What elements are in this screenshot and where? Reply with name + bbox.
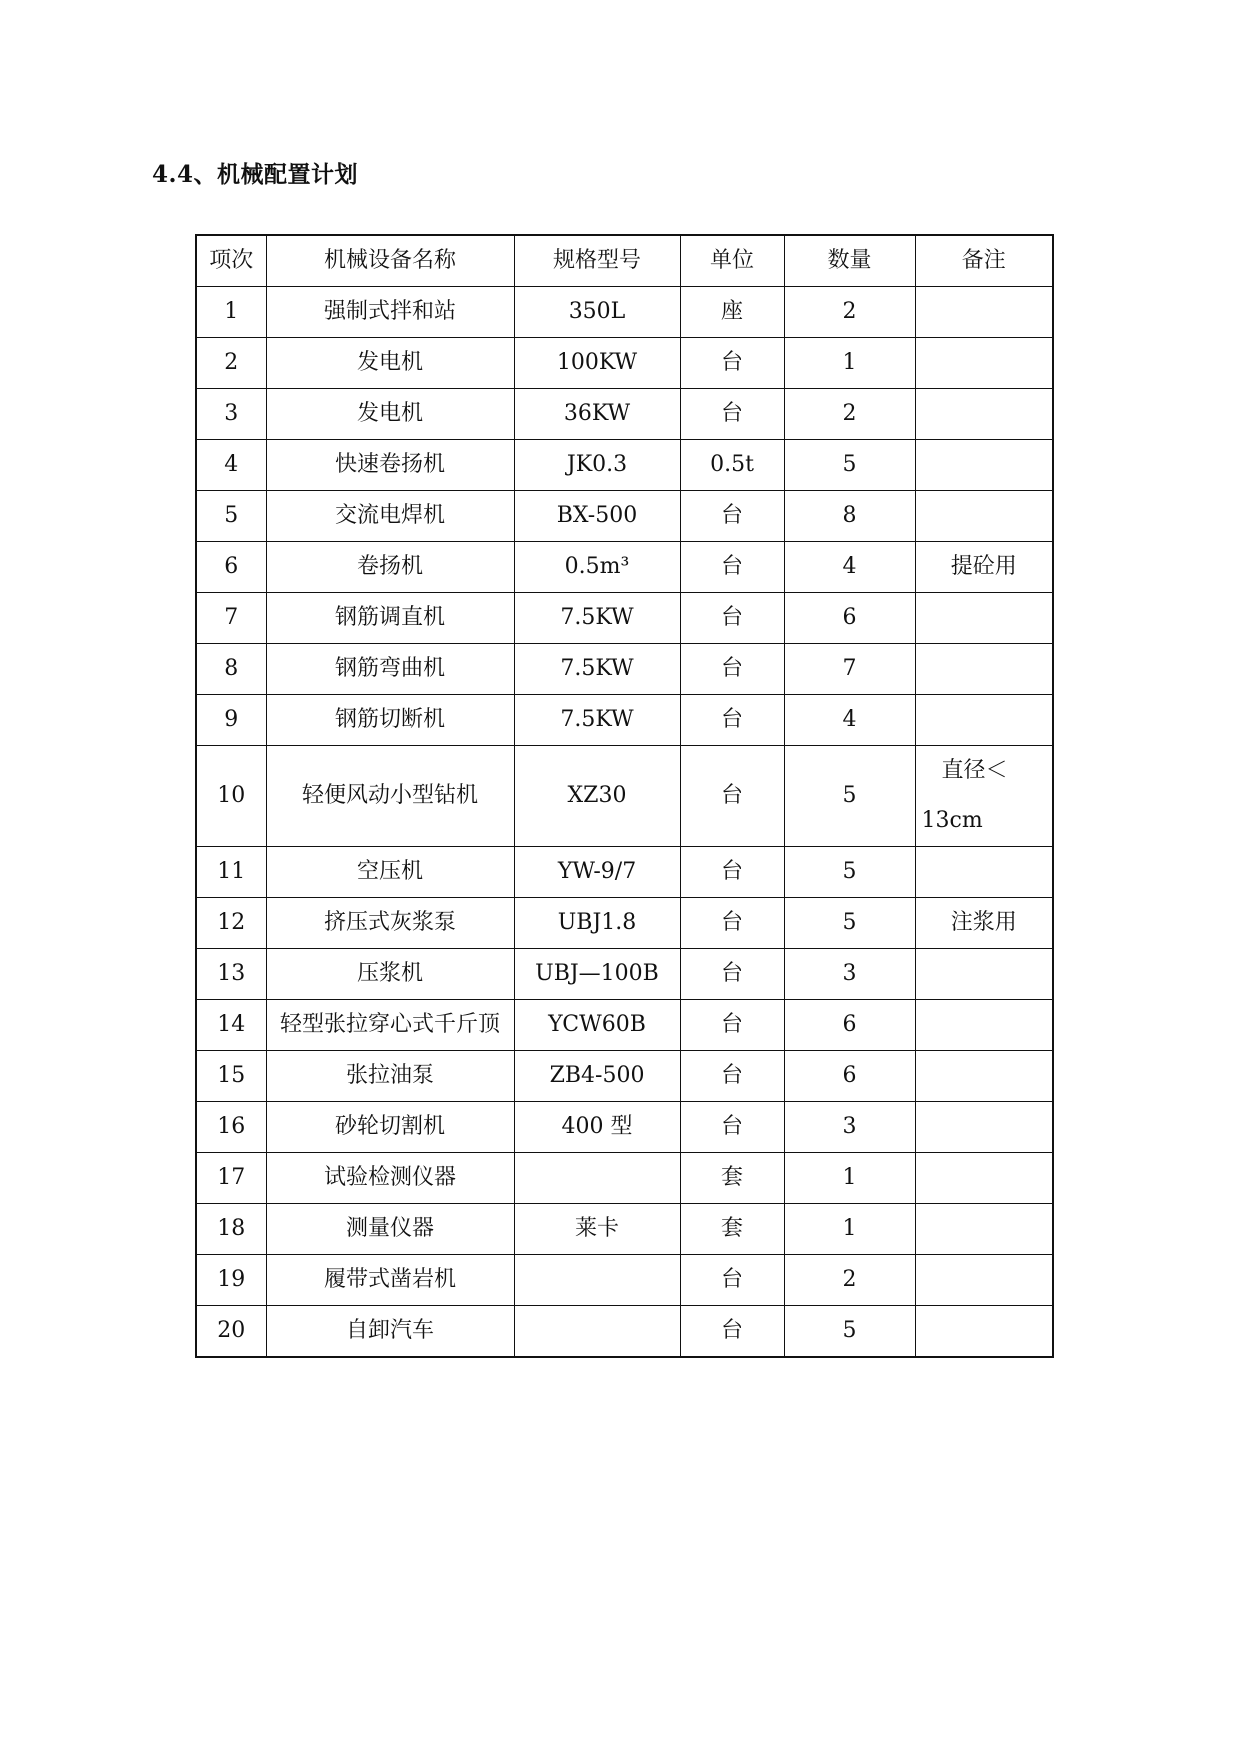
cell-name: 钢筋调直机: [266, 593, 514, 644]
cell-index: 10: [196, 746, 266, 847]
cell-name: 发电机: [266, 389, 514, 440]
table-row: [196, 898, 1053, 949]
cell-index: 4: [196, 440, 266, 491]
cell-remark: [915, 695, 1053, 746]
cell-index: 3: [196, 389, 266, 440]
cell-spec: UBJ1.8: [514, 898, 680, 949]
cell-index: 2: [196, 338, 266, 389]
cell-quantity: 1: [784, 1153, 915, 1204]
cell-unit: 套: [680, 1153, 784, 1204]
table-row: [196, 746, 1053, 847]
cell-quantity: 3: [784, 1102, 915, 1153]
cell-unit: 0.5t: [680, 440, 784, 491]
cell-index: 1: [196, 287, 266, 338]
cell-unit: 台: [680, 1306, 784, 1358]
cell-index: 13: [196, 949, 266, 1000]
cell-quantity: 1: [784, 338, 915, 389]
table-row: [196, 338, 1053, 389]
header-remark: 备注: [915, 235, 1053, 287]
cell-unit: 台: [680, 1102, 784, 1153]
cell-quantity: 8: [784, 491, 915, 542]
cell-quantity: 5: [784, 847, 915, 898]
cell-name: 试验检测仪器: [266, 1153, 514, 1204]
cell-remark: [915, 1000, 1053, 1051]
cell-quantity: 6: [784, 593, 915, 644]
header-unit: 单位: [680, 235, 784, 287]
cell-spec: 7.5KW: [514, 593, 680, 644]
equipment-table: [195, 234, 1054, 1358]
cell-name: 钢筋切断机: [266, 695, 514, 746]
cell-name: 砂轮切割机: [266, 1102, 514, 1153]
section-title: 4.4、机械配置计划: [152, 161, 359, 188]
cell-name: 测量仪器: [266, 1204, 514, 1255]
table-row: [196, 695, 1053, 746]
header-quantity: 数量: [784, 235, 915, 287]
cell-index: 15: [196, 1051, 266, 1102]
table-row: [196, 1306, 1053, 1358]
cell-spec: ZB4-500: [514, 1051, 680, 1102]
cell-spec: 7.5KW: [514, 695, 680, 746]
table-row: [196, 847, 1053, 898]
remark-line-2: 13cm: [921, 808, 983, 833]
cell-quantity: 2: [784, 1255, 915, 1306]
cell-remark: [915, 440, 1053, 491]
cell-quantity: 2: [784, 389, 915, 440]
cell-remark: [915, 1051, 1053, 1102]
cell-quantity: 5: [784, 746, 915, 847]
cell-spec: BX-500: [514, 491, 680, 542]
cell-remark: [915, 949, 1053, 1000]
table-row: [196, 491, 1053, 542]
cell-spec: 400 型: [514, 1102, 680, 1153]
cell-name: 挤压式灰浆泵: [266, 898, 514, 949]
cell-unit: 台: [680, 1000, 784, 1051]
cell-unit: 台: [680, 338, 784, 389]
table-row: [196, 542, 1053, 593]
header-spec: 规格型号: [514, 235, 680, 287]
cell-unit: 座: [680, 287, 784, 338]
table-row: [196, 644, 1053, 695]
cell-spec: [514, 1153, 680, 1204]
cell-remark: [915, 847, 1053, 898]
cell-unit: 台: [680, 949, 784, 1000]
cell-spec: YW-9/7: [514, 847, 680, 898]
cell-remark: [915, 1153, 1053, 1204]
cell-name: 卷扬机: [266, 542, 514, 593]
cell-spec: YCW60B: [514, 1000, 680, 1051]
cell-name: 自卸汽车: [266, 1306, 514, 1358]
cell-quantity: 1: [784, 1204, 915, 1255]
cell-unit: 台: [680, 695, 784, 746]
cell-spec: 莱卡: [514, 1204, 680, 1255]
cell-unit: 台: [680, 389, 784, 440]
cell-remark: [915, 287, 1053, 338]
cell-unit: 台: [680, 491, 784, 542]
cell-spec: UBJ—100B: [514, 949, 680, 1000]
table-row: [196, 1000, 1053, 1051]
table-row: [196, 1204, 1053, 1255]
header-index: 项次: [196, 235, 266, 287]
cell-name: 空压机: [266, 847, 514, 898]
cell-quantity: 2: [784, 287, 915, 338]
cell-name: 钢筋弯曲机: [266, 644, 514, 695]
cell-index: 17: [196, 1153, 266, 1204]
cell-unit: 台: [680, 847, 784, 898]
cell-unit: 套: [680, 1204, 784, 1255]
cell-unit: 台: [680, 542, 784, 593]
cell-name: 轻便风动小型钻机: [266, 746, 514, 847]
cell-name: 强制式拌和站: [266, 287, 514, 338]
cell-quantity: 5: [784, 440, 915, 491]
cell-name: 快速卷扬机: [266, 440, 514, 491]
cell-unit: 台: [680, 898, 784, 949]
cell-spec: XZ30: [514, 746, 680, 847]
cell-index: 16: [196, 1102, 266, 1153]
table-row: [196, 440, 1053, 491]
remark-line-1: 直径＜: [941, 758, 1008, 783]
cell-remark: [915, 644, 1053, 695]
cell-index: 18: [196, 1204, 266, 1255]
cell-spec: [514, 1306, 680, 1358]
cell-index: 19: [196, 1255, 266, 1306]
cell-name: 履带式凿岩机: [266, 1255, 514, 1306]
cell-index: 14: [196, 1000, 266, 1051]
cell-spec: [514, 1255, 680, 1306]
table-row: [196, 1255, 1053, 1306]
table-row: [196, 389, 1053, 440]
cell-index: 6: [196, 542, 266, 593]
cell-quantity: 5: [784, 1306, 915, 1358]
cell-remark: [915, 338, 1053, 389]
cell-spec: JK0.3: [514, 440, 680, 491]
table-row: [196, 1102, 1053, 1153]
table-row: [196, 1051, 1053, 1102]
cell-index: 7: [196, 593, 266, 644]
cell-index: 8: [196, 644, 266, 695]
table-row: [196, 949, 1053, 1000]
cell-spec: 350L: [514, 287, 680, 338]
cell-remark: 注浆用: [915, 898, 1053, 949]
cell-spec: 7.5KW: [514, 644, 680, 695]
cell-remark: [915, 491, 1053, 542]
cell-name: 发电机: [266, 338, 514, 389]
cell-quantity: 5: [784, 898, 915, 949]
cell-unit: 台: [680, 1051, 784, 1102]
cell-remark: [915, 746, 1053, 847]
cell-name: 张拉油泵: [266, 1051, 514, 1102]
cell-quantity: 6: [784, 1051, 915, 1102]
cell-unit: 台: [680, 644, 784, 695]
cell-quantity: 7: [784, 644, 915, 695]
cell-name: 交流电焊机: [266, 491, 514, 542]
cell-remark: [915, 389, 1053, 440]
cell-remark: 提砼用: [915, 542, 1053, 593]
cell-quantity: 4: [784, 695, 915, 746]
cell-spec: 36KW: [514, 389, 680, 440]
table-row: [196, 287, 1053, 338]
table-row: [196, 593, 1053, 644]
cell-quantity: 4: [784, 542, 915, 593]
cell-unit: 台: [680, 593, 784, 644]
cell-unit: 台: [680, 1255, 784, 1306]
table-header-row: [196, 235, 1053, 287]
cell-name: 压浆机: [266, 949, 514, 1000]
header-name: 机械设备名称: [266, 235, 514, 287]
cell-index: 20: [196, 1306, 266, 1358]
cell-index: 9: [196, 695, 266, 746]
cell-remark: [915, 1204, 1053, 1255]
cell-spec: 0.5m³: [514, 542, 680, 593]
cell-index: 5: [196, 491, 266, 542]
cell-index: 12: [196, 898, 266, 949]
cell-quantity: 3: [784, 949, 915, 1000]
cell-remark: [915, 1306, 1053, 1358]
cell-index: 11: [196, 847, 266, 898]
cell-spec: 100KW: [514, 338, 680, 389]
table-row: [196, 1153, 1053, 1204]
cell-unit: 台: [680, 746, 784, 847]
cell-quantity: 6: [784, 1000, 915, 1051]
cell-remark: [915, 593, 1053, 644]
cell-remark: [915, 1255, 1053, 1306]
cell-name: 轻型张拉穿心式千斤顶: [266, 1000, 514, 1051]
cell-remark: [915, 1102, 1053, 1153]
